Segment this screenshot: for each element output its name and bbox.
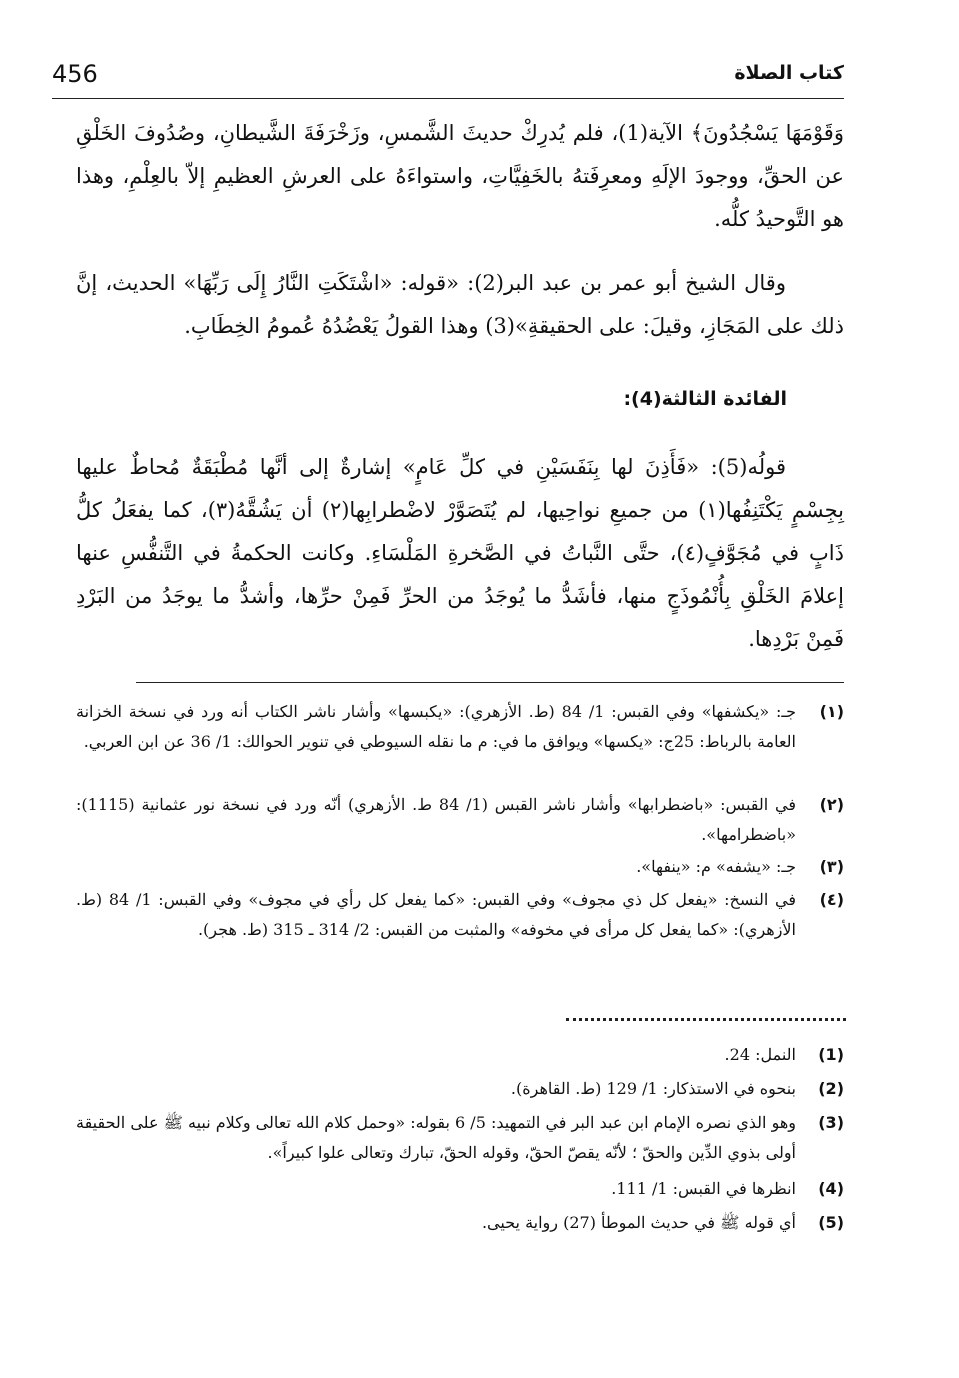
manuscript-note: [76, 790, 844, 850]
running-head: [52, 58, 844, 99]
note-number: (5): [818, 1213, 844, 1232]
manuscript-note: [76, 885, 844, 945]
note-text: وهو الذي نصره الإمام ابن عبد البر في التمهيد: 5/ 6 بقوله: «وحمل كلام الله تعالى وكلام نبيه ﷺ على الحقيقة أولى بذوي الدِّين والحقّ ؛ لأنّه يقصّ الحقّ، وقوله الحقّ، تبارك وتعالى علوا كبيراً».: [75, 1113, 796, 1162]
note-number: (3): [818, 1113, 844, 1132]
note-number: (٣): [819, 857, 844, 876]
note-text: جـ: «يكشفها» وفي القبس: 1/ 84 (ط. الأزهري): «يكبسها» وأشار ناشر الكتاب أنه ورد في نسخة الخزانة العامة بالرباط: 25ج: «يكسها» ويوافق ما في: م ما نقله السيوطي في تنوير الحوالك: 1/ 36 عن ابن العربي.: [76, 702, 796, 751]
editor-note: [76, 1108, 844, 1168]
note-text: في النسخ: «يفعل كل ذي مجوف» وفي القبس: «كما يفعل كل رأي في مجوف» وفي القبس: 1/ 84 (ط. الأزهري): «كما يفعل كل مرأى في مخوفه» والمثبت من القبس: 2/ 314 ـ 315 (ط. هجر).: [76, 890, 796, 939]
page-number: 456: [52, 60, 98, 88]
body-paragraph-3: [76, 446, 844, 661]
note-text: النمل: 24.: [724, 1045, 796, 1064]
editor-note: [76, 1208, 844, 1238]
editor-note: [76, 1174, 844, 1204]
running-title: كتاب الصلاة: [734, 62, 844, 84]
body-paragraph-2: [76, 262, 844, 348]
note-text: بنحوه في الاستذكار: 1/ 129 (ط. القاهرة).: [510, 1079, 796, 1098]
note-number: (٢): [819, 795, 844, 814]
dotted-separator: [566, 1018, 846, 1021]
paragraph-text: قولُه(5): «فَأَذِنَ لها بِنَفَسَيْنِ في كلِّ عَامٍ» إشارةٌ إلى أنَّها مُطْبَقَةٌ مُحاطٌ عليها بِجِسْمٍ يَكْتَنِفُها(١) من جميعِ نواحِيها، لم يُتَصَوَّرْ لاضْطرابِها(٢) أن يَشُقَّهُ(٣)، كما يفعَلُ كلُّ ذَابٍ في مُجَوَّفٍ(٤)، حتَّى النَّباتُ في الصَّخرةِ المَلْسَاءِ. وكانت الحكمةُ في التَّنفُّسِ عنها إعلامَ الخَلْقِ بِأُنْمُوذَجٍ منها، فأشَدُّ ما يُوجَدُ من الحرِّ فَمِنْ حرِّها، وأشدُّ ما يوجَدُ من البَرْدِ فَمِنْ بَرْدِها.: [76, 455, 845, 651]
note-text: في القبس: «باضطرابها» وأشار ناشر القبس (1/ 84 ط. الأزهري) أنّه ورد في نسخة نور عثمانية (1115): «باضطرامها».: [76, 795, 797, 844]
editor-note: [76, 1074, 844, 1104]
note-text: جـ: «يشفه» م: «ينفها».: [636, 857, 796, 876]
note-number: (1): [818, 1045, 844, 1064]
body-paragraph-1: [76, 112, 844, 241]
note-number: (4): [818, 1179, 844, 1198]
note-number: (٤): [819, 890, 844, 909]
section-heading: الفائدة الثالثة(4):: [623, 388, 787, 410]
manuscript-note: [76, 852, 844, 882]
footnote-separator: [136, 682, 844, 683]
editor-note: [76, 1040, 844, 1070]
paragraph-text: وَقَوْمَهَا يَسْجُدُونَ﴾ الآية(1)، فلم يُدرِكْ حديثَ الشَّمسِ، وزَخْرَفَةَ الشَّيطانِ، وصُدُوفَ الخَلْقِ عن الحقِّ، ووجودَ الإلَهِ ومعرِفَتهُ بالخَفِيَّاتِ، واستواءَهُ على العرشِ العظيمِ إلاّ بالعِلْمِ، وهذا هو التَّوحيدُ كلُّه.: [76, 121, 844, 231]
note-text: أي قوله ﷺ في حديث الموطأ (27) رواية يحيى.: [481, 1213, 796, 1232]
note-number: (2): [818, 1079, 844, 1098]
note-number: (١): [819, 702, 844, 721]
paragraph-text: وقال الشيخ أبو عمر بن عبد البر(2): «قوله: «اشْتَكَتِ النَّارُ إِلَى رَبِّهَا» الحديث، إنَّ ذلك على المَجَازِ، وقيلَ: على الحقيقةِ»(3) وهذا القولُ يَعْضُدُهُ عُمومُ الخِطَابِ.: [76, 271, 844, 338]
note-text: انظرها في القبس: 1/ 111.: [611, 1179, 796, 1198]
manuscript-note: [76, 697, 844, 757]
